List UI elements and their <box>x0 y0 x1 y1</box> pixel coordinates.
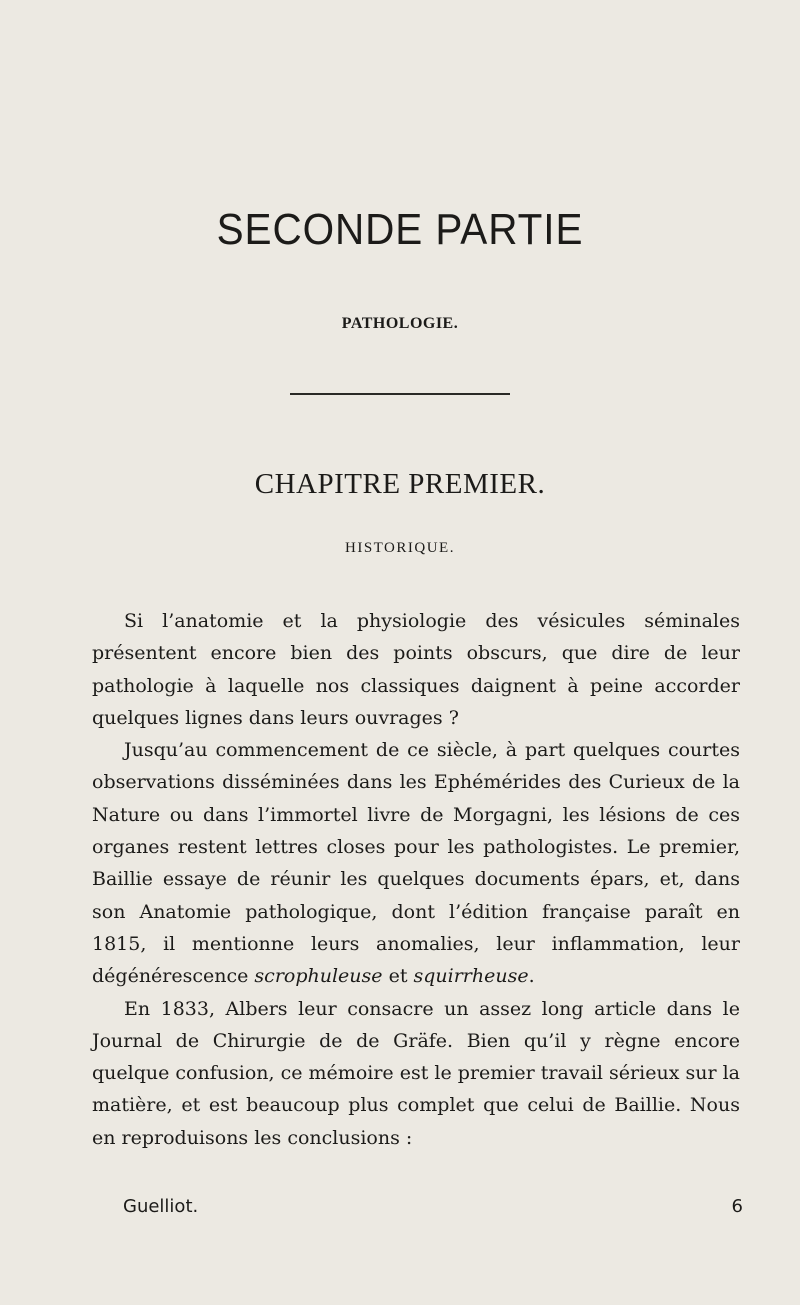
paragraph-2 <box>92 734 740 992</box>
paragraph-1: Si l’anatomie et la physiologie des vésicules séminales présentent encore bien des points obscurs, que dire de leur pathologie à laquelle nos classiques daignent à peine accorder quelques lignes dans leurs ouvrages ? <box>92 610 740 729</box>
paragraph-2-text: Jusqu’au commencement de ce siècle, à part quelques courtes observations disséminées dans les Ephémérides des Curieux de la Nature ou dans l’immortel livre de Morgagni, les lésions de ces organes restent lettres closes pour les pathologistes. Le premier, Baillie essaye de réunir les quelques documents épars, et, dans son Anatomie pathologique, dont l’édition française paraît en 1815, il mentionne leurs anomalies, leur inflammation, leur dégénérescence <box>92 739 740 988</box>
body-text <box>92 605 740 1154</box>
term-scrophuleuse: scrophuleuse <box>254 965 383 988</box>
part-title: SECONDE PARTIE <box>216 205 584 254</box>
signature-mark: Guelliot. <box>123 1196 199 1217</box>
paragraph-3: En 1833, Albers leur consacre un assez long article dans le Journal de Chirurgie de de Gräfe. Bien qu’il y règne encore quelque confusion, ce mémoire est le premier travail sérieux sur la matière, et est beaucoup plus complet que celui de Baillie. Nous en reproduisons les conclusions : <box>92 997 740 1149</box>
sheet-number: 6 <box>731 1196 743 1217</box>
part-subtitle: PATHOLOGIE. <box>341 315 459 332</box>
term-squirrheuse: squirrheuse <box>413 965 529 988</box>
divider-rule <box>290 393 510 395</box>
paragraph-2-conjunction: et <box>382 965 414 988</box>
section-title: HISTORIQUE. <box>345 540 455 556</box>
paragraph-2-end: . <box>528 965 535 988</box>
chapter-title: CHAPITRE PREMIER. <box>254 468 546 500</box>
